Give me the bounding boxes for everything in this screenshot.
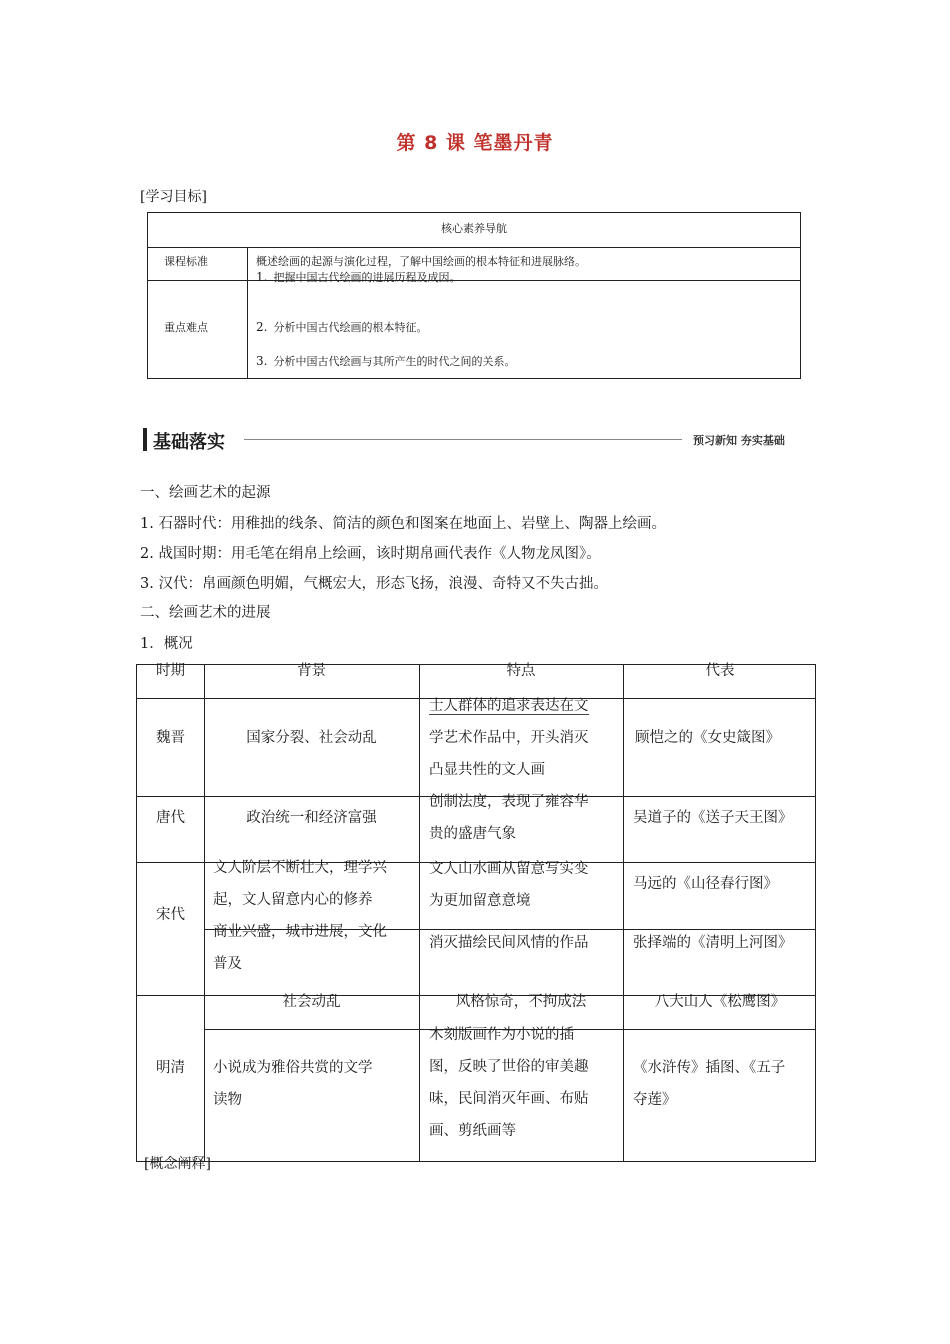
background-weijin: 国家分裂、社会动乱 [246,730,377,746]
objectives-table [147,212,801,379]
background-song: 文人阶层不断壮大，理学兴 起，文人留意内心的修养 商业兴盛，城市进展，文化 普及 [213,860,387,972]
period-weijin: 魏晋 [156,730,185,746]
features-mingqing-2: 木刻版画作为小说的插 图，反映了世俗的审美趣 味，民间消灭年画、布贴 画、剪纸画等 [429,1027,589,1139]
representative-mingqing-2: 《水浒传》插图、《五子 夺莲》 [633,1060,786,1108]
course-standard-value: 概述绘画的起源与演化过程，了解中国绘画的根本特征和进展脉络。 [256,255,586,268]
course-standard-label: 课程标准 [164,255,208,268]
background-tang: 政治统一和经济富强 [246,810,377,826]
origin-item: 1. 石器时代：用稚拙的线条、简洁的颜色和图案在地面上、岩壁上、陶器上绘画。 [140,516,666,532]
features-song-landscape: 文人山水画从留意写实变 为更加留意意境 [429,861,589,909]
features-mingqing-1: 风格惊奇，不拘成法 [455,994,587,1010]
features-song-folk: 消灭描绘民间风情的作品 [429,935,589,951]
key-point: 1. 把握中国古代绘画的进展历程及成因。 [256,270,461,284]
representative-song-1: 马远的《山径春行图》 [633,876,778,892]
objectives-caption: 核心素养导航 [441,222,507,235]
origin-item: 2. 战国时期：用毛笔在绢帛上绘画，该时期帛画代表作《人物龙凤图》。 [140,546,601,562]
key-point: 2. 分析中国古代绘画的根本特征。 [256,320,428,334]
header-representative: 代表 [705,663,735,679]
page-title: 第 8 课 笔墨丹青 [396,132,554,154]
learning-goals-label: [学习目标] [140,189,207,205]
origin-item: 3. 汉代：帛画颜色明媚，气概宏大，形态飞扬，浪漫、奇特又不失古拙。 [140,576,608,592]
period-song: 宋代 [156,907,185,923]
header-background: 背景 [297,663,326,679]
section-banner-subtitle: 预习新知 夯实基础 [693,434,785,447]
section-banner-title: 基础落实 [153,432,225,453]
concept-explanation-label: [概念阐释] [144,1156,211,1172]
banner-divider [244,439,682,440]
section-heading-development: 二、绘画艺术的进展 [140,605,271,621]
subsection-overview: 1．概况 [140,636,193,652]
banner-bar [143,428,147,451]
development-table [136,664,816,1162]
key-points-label: 重点难点 [164,321,208,334]
background-mingqing-1: 社会动乱 [282,994,341,1010]
section-heading-origin: 一、绘画艺术的起源 [140,485,271,501]
background-mingqing-2: 小说成为雅俗共赏的文学 读物 [213,1060,373,1108]
period-mingqing: 明清 [156,1060,185,1076]
representative-mingqing-1: 八大山人《松鹰图》 [654,994,786,1010]
key-point: 3. 分析中国古代绘画与其所产生的时代之间的关系。 [256,354,516,368]
features-weijin: 士人群体的追求表达在文 学艺术作品中，开头消灭 凸显共性的文人画 [429,698,589,778]
representative-song-2: 张择端的《清明上河图》 [633,935,793,951]
period-tang: 唐代 [156,810,185,826]
representative-weijin: 顾恺之的《女史箴图》 [635,730,780,746]
representative-tang: 吴道子的《送子天王图》 [633,810,793,826]
header-features: 特点 [506,663,536,679]
features-tang: 创制法度，表现了雍容华 贵的盛唐气象 [429,794,589,842]
header-period: 时期 [156,663,185,679]
